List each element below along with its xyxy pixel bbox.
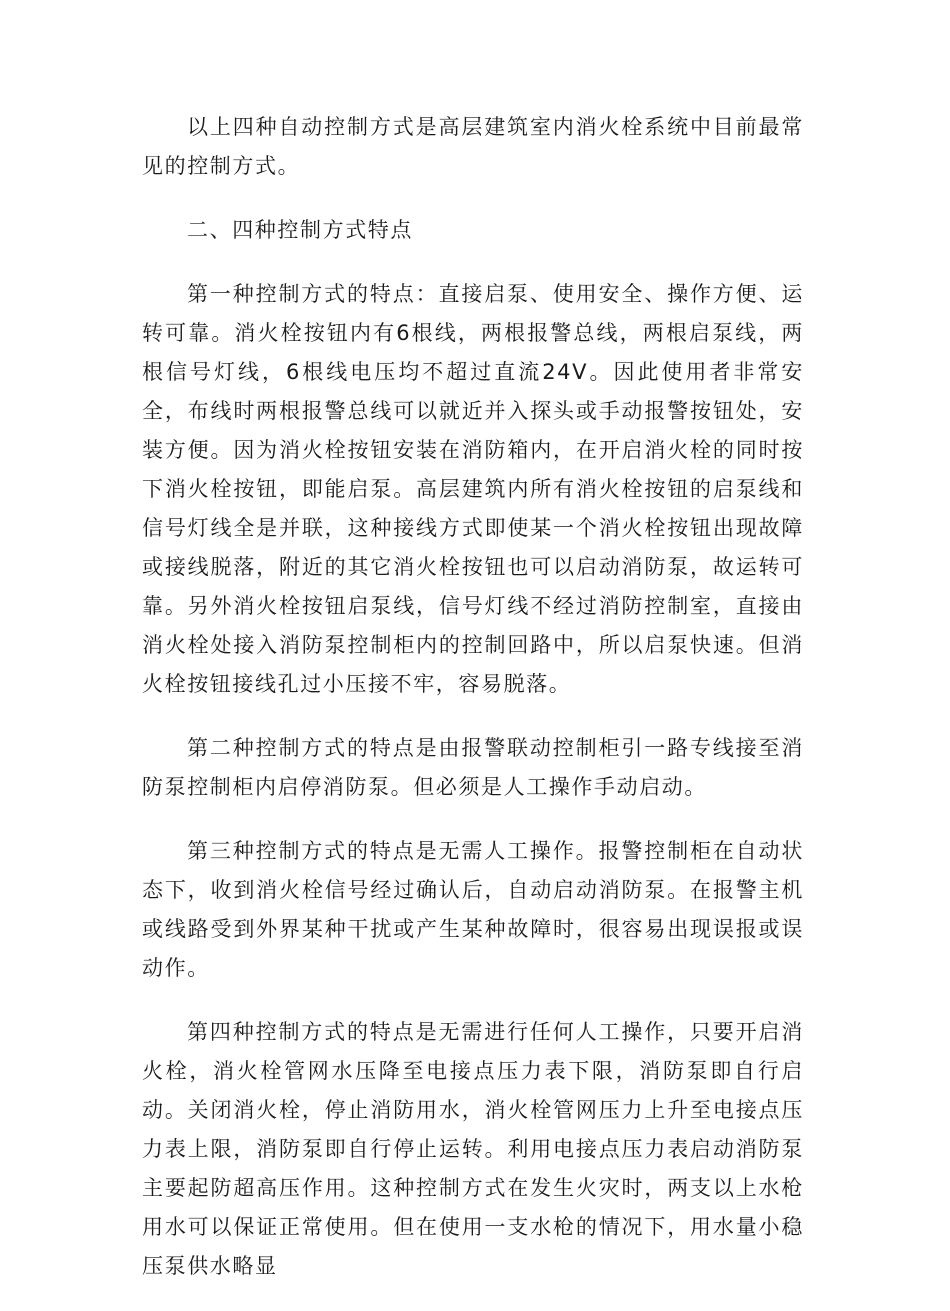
paragraph-method-1: 第一种控制方式的特点：直接启泵、使用安全、操作方便、运转可靠。消火栓按钮内有6根线，两根报警总线，两根启泵线，两根信号灯线，6根线电压均不超过直流24V。因此使用者非常安全，布线时两根报警总线可以就近并入探头或手动报警按钮处，安装方便。因为消火栓按钮安装在消防箱内，在开启消火栓的同时按下消火栓按钮，即能启泵。高层建筑内所有消火栓按钮的启泵线和信号灯线全是并联，这种接线方式即使某一个消火栓按钮出现故障或接线脱落，附近的其它消火栓按钮也可以启动消防泵，故运转可靠。另外消火栓按钮启泵线，信号灯线不经过消防控制室，直接由消火栓处接入消防泵控制柜内的控制回路中，所以启泵快速。但消火栓按钮接线孔过小压接不牢，容易脱落。 — [142, 282, 804, 696]
paragraph-method-4: 第四种控制方式的特点是无需进行任何人工操作，只要开启消火栓，消火栓管网水压降至电接点压力表下限，消防泵即自行启动。关闭消火栓，停止消防用水，消火栓管网压力上升至电接点压力表上限，消防泵即自行停止运转。利用电接点压力表启动消防泵主要起防超高压作用。这种控制方式在发生火灾时，两支以上水枪用水可以保证正常使用。但在使用一支水枪的情况下，用水量小稳压泵供水略显 — [142, 1020, 804, 1278]
section-heading: 二、四种控制方式特点 — [187, 218, 413, 242]
document-body — [142, 108, 804, 1311]
paragraph-method-3: 第三种控制方式的特点是无需人工操作。报警控制柜在自动状态下，收到消火栓信号经过确认后，自动启动消防泵。在报警主机或线路受到外界某种干扰或产生某种故障时，很容易出现误报或误动作。 — [142, 839, 804, 980]
paragraph-summary: 以上四种自动控制方式是高层建筑室内消火栓系统中目前最常见的控制方式。 — [142, 115, 804, 178]
paragraph-method-2: 第二种控制方式的特点是由报警联动控制柜引一路专线接至消防泵控制柜内启停消防泵。但必须是人工操作手动启动。 — [142, 736, 804, 799]
